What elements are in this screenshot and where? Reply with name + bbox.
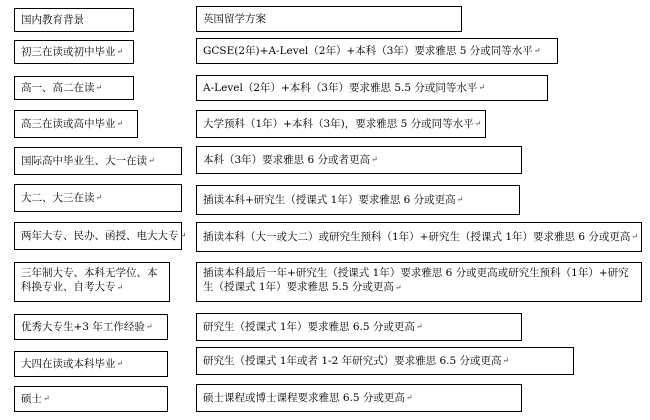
paragraph-mark: ↵ [394, 283, 402, 292]
paragraph-mark: ↵ [371, 155, 378, 164]
right-cell-10 [196, 384, 522, 412]
right-text-2: A-Level（2年）+本科（3年）要求雅思 5.5 分或同等水平 [203, 82, 478, 94]
left-text-5: 大二、大三在读 [21, 192, 95, 204]
right-cell-6 [196, 222, 642, 252]
right-text-8: 研究生（授课式 1年）要求雅思 6.5 分或更高 [203, 321, 415, 333]
left-text-2: 高一、高二在读 [21, 82, 95, 94]
right-cell-4 [196, 146, 522, 174]
right-text-1: GCSE(2年)+A-Level（2年）+本科（3年）要求雅思 5 分或同等水平 [203, 45, 533, 57]
right-cell-7 [196, 262, 642, 302]
right-cell-2 [196, 75, 548, 101]
left-cell-6 [14, 222, 187, 250]
paragraph-mark: ↵ [43, 394, 50, 403]
right-text-9: 研究生（授课式 1年或者 1-2 年研究式）要求雅思 6.5 分或更高 [203, 355, 502, 367]
paragraph-mark: ↵ [95, 193, 103, 202]
paragraph-mark: ↵ [148, 156, 155, 165]
left-cell-5 [14, 184, 182, 212]
left-text-10: 硕士 [21, 393, 42, 405]
left-text-1: 初三在读或初中毕业 [21, 46, 116, 58]
paragraph-mark: ↵ [474, 119, 482, 128]
left-cell-2 [14, 76, 134, 100]
paragraph-mark: ↵ [478, 83, 486, 92]
right-text-7: 插读本科最后一年+研究生（授课式 1年）要求雅思 6 分或更高或研究生预科（1年）+研究生（授课式 1年）要求雅思 5.5 分或更高 [203, 267, 629, 293]
right-cell-1 [196, 38, 558, 64]
paragraph-mark: ↵ [631, 232, 639, 241]
paragraph-mark: ↵ [415, 322, 423, 331]
left-text-9: 大四在读或本科毕业 [21, 358, 116, 370]
paragraph-mark: ↵ [405, 393, 413, 402]
paragraph-mark: ↵ [502, 356, 510, 365]
paragraph-mark: ↵ [116, 359, 124, 368]
left-cell-8 [14, 314, 168, 340]
right-cell-0 [196, 6, 462, 32]
right-cell-5 [196, 185, 520, 215]
left-cell-1 [14, 40, 134, 64]
right-text-3: 大学预科（1年）+本科（3年)，要求雅思 5 分或同等水平 [203, 118, 474, 130]
paragraph-mark: ↵ [116, 283, 124, 292]
right-cell-8 [196, 313, 522, 341]
paragraph-mark: ↵ [116, 119, 124, 128]
paragraph-mark: ↵ [116, 47, 124, 56]
left-cell-0 [14, 8, 134, 32]
paragraph-mark: ↵ [179, 231, 187, 240]
left-cell-3 [14, 110, 138, 138]
right-cell-9 [196, 347, 574, 375]
paragraph-mark: ↵ [95, 83, 103, 92]
paragraph-mark: ↵ [145, 322, 153, 331]
left-text-0: 国内教育背景 [21, 14, 84, 26]
right-text-10: 硕士课程或博士课程要求雅思 6.5 分或更高 [203, 392, 405, 404]
right-text-0: 英国留学方案 [203, 13, 266, 25]
left-text-8: 优秀大专生+3 年工作经验 [21, 321, 145, 333]
left-text-3: 高三在读或高中毕业 [21, 118, 116, 130]
right-text-5: 插读本科+研究生（授课式 1年）要求雅思 6 分或更高 [203, 194, 456, 206]
left-cell-4 [14, 147, 182, 175]
left-cell-10 [14, 386, 168, 412]
right-text-4: 本科（3年）要求雅思 6 分或者更高 [203, 154, 371, 166]
right-cell-3 [196, 110, 486, 138]
right-text-6: 插读本科（大一或大二）或研究生预科（1年）+研究生（授课式 1年）要求雅思 6 分或更高 [203, 231, 631, 243]
left-cell-9 [14, 351, 168, 377]
paragraph-mark: ↵ [533, 46, 541, 55]
left-text-6: 两年大专、民办、函授、电大大专 [21, 230, 179, 242]
left-text-4: 国际高中毕业生、大一在读 [21, 155, 147, 167]
left-text-7: 三年制大专、本科无学位、本科换专业、自考大专 [21, 267, 158, 293]
left-cell-7 [14, 262, 170, 302]
paragraph-mark: ↵ [456, 195, 464, 204]
